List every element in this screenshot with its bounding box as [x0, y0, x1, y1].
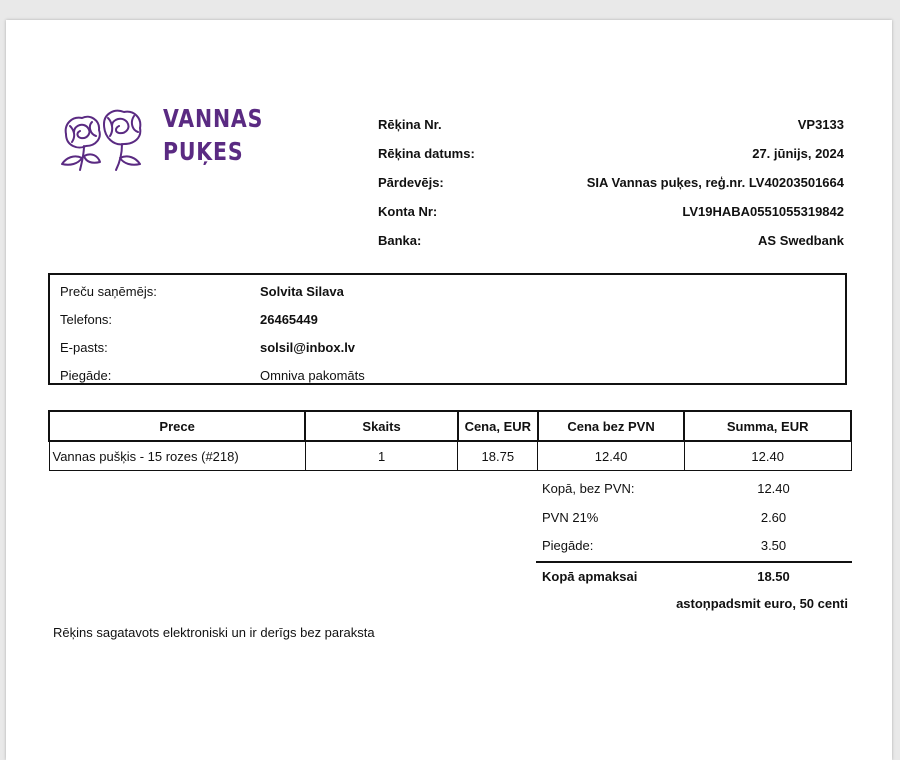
- column-header: Skaits: [305, 411, 458, 441]
- total-value: 18.50: [757, 568, 790, 584]
- table-cell: 12.40: [684, 441, 851, 471]
- meta-label: Konta Nr:: [378, 204, 438, 219]
- company-logo: [54, 102, 264, 197]
- recipient-value: Omniva pakomāts: [260, 368, 365, 383]
- vat-row: [536, 504, 852, 533]
- table-row: [49, 441, 851, 471]
- meta-value: AS Swedbank: [758, 233, 844, 248]
- meta-value: VP3133: [797, 117, 844, 132]
- meta-value: 27. jūnijs, 2024: [752, 146, 844, 161]
- total-without-vat-row: [536, 475, 852, 504]
- invoice-page: [6, 20, 892, 760]
- meta-value: SIA Vannas puķes, reģ.nr. LV40203501664: [586, 175, 844, 190]
- meta-invoice-number: [378, 110, 844, 139]
- recipient-value: Solvita Silava: [260, 284, 344, 299]
- total-label: PVN 21%: [542, 509, 599, 525]
- table-cell: 1: [305, 441, 458, 471]
- recipient-label: Preču saņēmējs:: [60, 284, 157, 299]
- grand-total-row: [536, 561, 852, 592]
- invoice-note: Rēķins sagatavots elektroniski un ir derīgs bez paraksta: [53, 625, 375, 640]
- recipient-value: 26465449: [260, 312, 318, 327]
- items-table: [48, 410, 852, 471]
- meta-account: [378, 197, 844, 226]
- total-value: 2.60: [760, 509, 787, 525]
- recipient-label: Telefons:: [60, 312, 113, 327]
- meta-label: Rēķina datums:: [378, 146, 475, 161]
- brand-line-1: VANNAS: [163, 104, 264, 133]
- roses-logo-icon: [54, 104, 162, 174]
- total-value: 12.40: [757, 481, 790, 496]
- meta-invoice-date: [378, 139, 844, 168]
- column-header: Cena, EUR: [458, 411, 538, 441]
- invoice-meta: [378, 110, 844, 255]
- totals-block: [536, 475, 852, 591]
- meta-bank: [378, 226, 844, 255]
- total-label: Kopā apmaksai: [542, 568, 638, 584]
- meta-label: Rēķina Nr.: [378, 117, 442, 132]
- meta-value: LV19HABA0551055319842: [682, 204, 844, 219]
- total-label: Piegāde:: [542, 538, 594, 553]
- recipient-label: E-pasts:: [60, 340, 108, 355]
- delivery-cost-row: [536, 532, 852, 561]
- brand-name: [163, 102, 263, 168]
- column-header: Summa, EUR: [684, 411, 851, 441]
- table-cell: Vannas pušķis - 15 rozes (#218): [49, 441, 305, 471]
- meta-label: Banka:: [378, 233, 422, 248]
- table-header-row: [49, 411, 851, 441]
- column-header: Cena bez PVN: [538, 411, 685, 441]
- table-cell: 12.40: [538, 441, 685, 471]
- table-cell: 18.75: [458, 441, 538, 471]
- meta-label: Pārdevējs:: [378, 175, 444, 190]
- recipient-label: Piegāde:: [60, 368, 112, 383]
- total-value: 3.50: [760, 538, 787, 553]
- recipient-value: solsil@inbox.lv: [260, 340, 356, 355]
- total-label: Kopā, bez PVN:: [542, 481, 635, 496]
- meta-seller: [378, 168, 844, 197]
- column-header: Prece: [49, 411, 305, 441]
- brand-line-2: PUĶES: [163, 137, 244, 166]
- amount-in-words: astoņpadsmit euro, 50 centi: [676, 596, 848, 611]
- recipient-box: [48, 273, 847, 385]
